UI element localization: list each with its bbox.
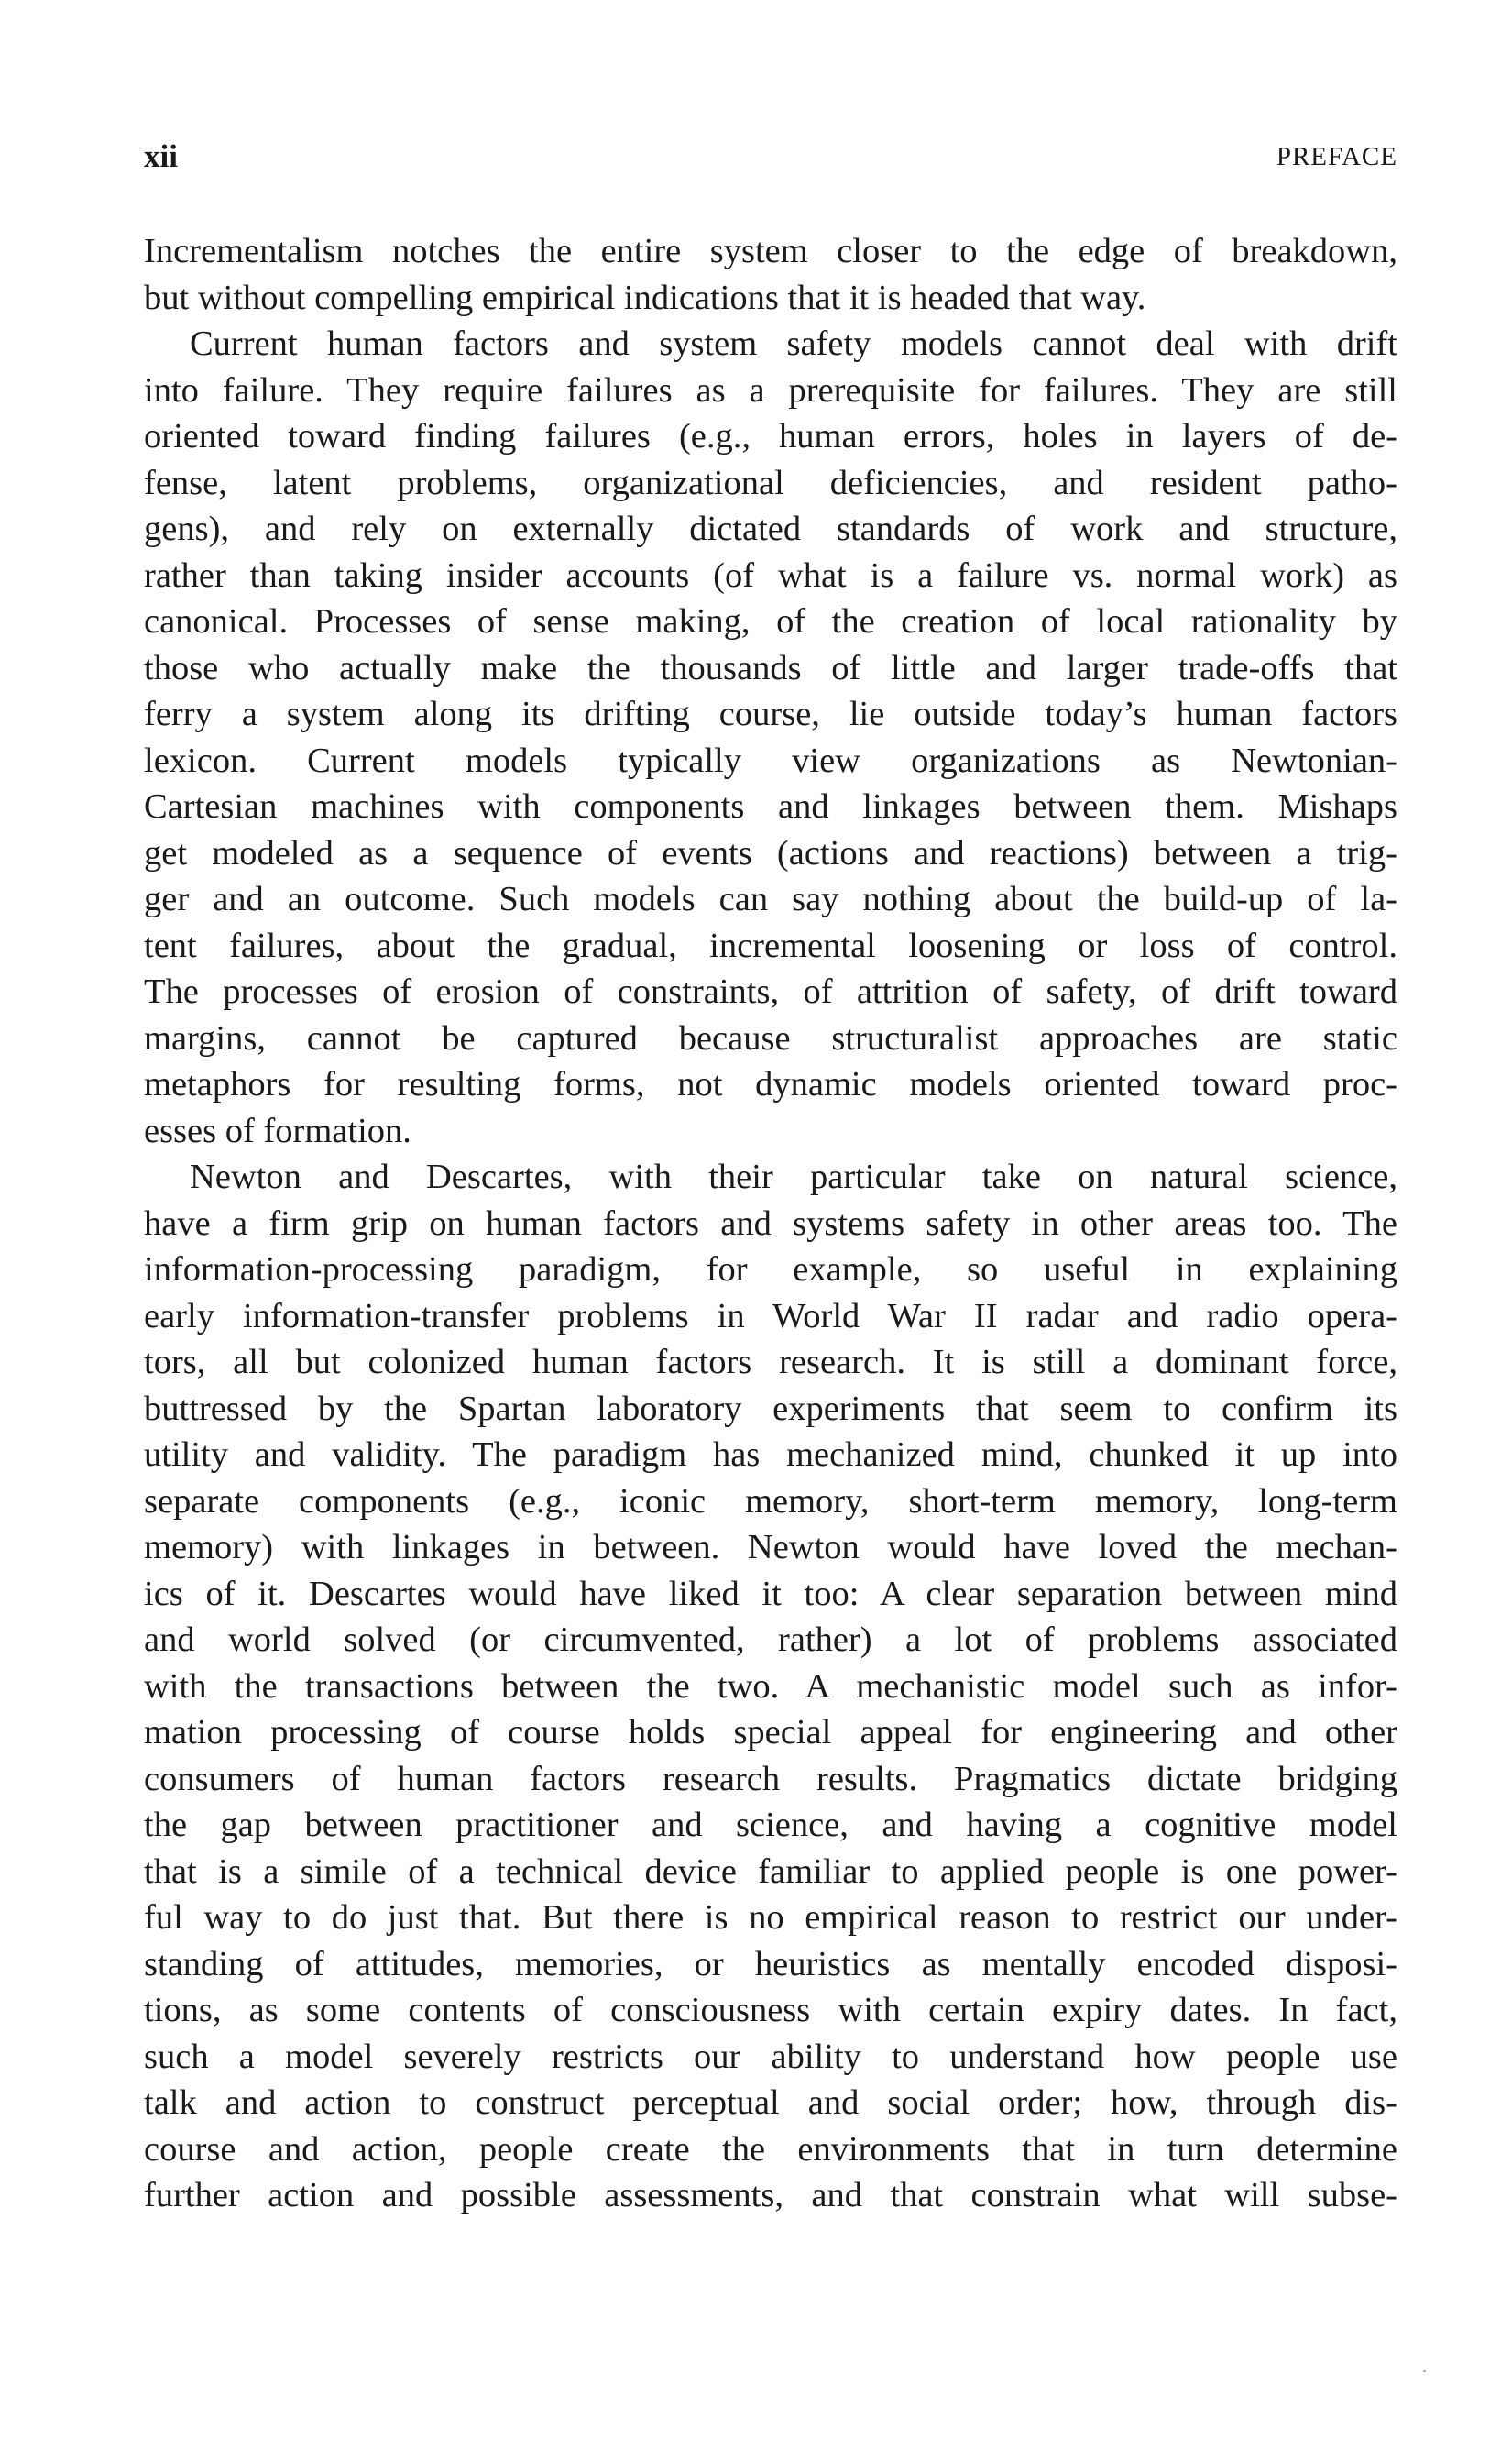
text-line: and world solved (or circumvented, rather) a lot of problems associated (144, 1621, 1397, 1659)
text-line: metaphors for resulting forms, not dynamic models oriented toward proc- (144, 1065, 1397, 1104)
text-line: such a model severely restricts our ability to understand how people use (144, 2037, 1397, 2076)
text-line: separate components (e.g., iconic memory, short-term memory, long-term (144, 1481, 1397, 1521)
text-line: with the transactions between the two. A mechanistic model such as infor- (144, 1666, 1397, 1706)
text-line: have a firm grip on human factors and systems safety in other areas too. The (144, 1203, 1397, 1243)
running-head (144, 138, 1397, 175)
text-line: talk and action to construct perceptual and social order; how, through dis- (144, 2083, 1397, 2122)
text-line: canonical. Processes of sense making, of the creation of local rationality by (144, 602, 1397, 641)
text-line: tions, as some contents of consciousness with certain expiry dates. In fact, (144, 1991, 1397, 2029)
text-line: early information-transfer problems in World War II radar and radio opera- (144, 1296, 1397, 1335)
page-number: xii (144, 138, 178, 174)
text-line: that is a simile of a technical device familiar to applied people is one power- (144, 1851, 1397, 1891)
text-line: consumers of human factors research results. Pragmatics dictate bridging (144, 1759, 1397, 1798)
text-line: information-processing paradigm, for example, so useful in explaining (144, 1250, 1397, 1289)
text-line: but without compelling empirical indications that it is headed that way. (144, 278, 1146, 317)
text-line: Current human factors and system safety models cannot deal with drift (190, 324, 1397, 363)
text-line: tors, all but colonized human factors research. It is still a dominant force, (144, 1343, 1397, 1381)
text-line: those who actually make the thousands of little and larger trade-offs that (144, 648, 1397, 687)
text-line: tent failures, about the gradual, incremental loosening or loss of control. (144, 926, 1397, 965)
text-line: gens), and rely on externally dictated standards of work and structure, (144, 510, 1397, 548)
text-line: fense, latent problems, organizational deficiencies, and resident patho- (144, 463, 1397, 502)
text-line: lexicon. Current models typically view organizations as Newtonian- (144, 741, 1397, 780)
text-line: esses of formation. (144, 1111, 411, 1150)
text-line: the gap between practitioner and science, and having a cognitive model (144, 1806, 1397, 1844)
scan-mark (1423, 2370, 1426, 2372)
text-line: oriented toward finding failures (e.g., human errors, holes in layers of de- (144, 417, 1397, 456)
text-line: ger and an outcome. Such models can say nothing about the build-up of la- (144, 880, 1397, 918)
text-line: memory) with linkages in between. Newton would have loved the mechan- (144, 1528, 1397, 1566)
text-line: mation processing of course holds special appeal for engineering and other (144, 1713, 1397, 1752)
text-line: ics of it. Descartes would have liked it too: A clear separation between mind (144, 1574, 1397, 1613)
body-text (144, 228, 1397, 2219)
text-line: buttressed by the Spartan laboratory experiments that seem to confirm its (144, 1389, 1397, 1428)
text-line: further action and possible assessments, and that constrain what will subse- (144, 2176, 1397, 2214)
text-line: Newton and Descartes, with their particular take on natural science, (190, 1158, 1397, 1196)
text-line: The processes of erosion of constraints, of attrition of safety, of drift toward (144, 972, 1397, 1011)
text-line: standing of attitudes, memories, or heuristics as mentally encoded disposi- (144, 1944, 1397, 1983)
text-line: margins, cannot be captured because structuralist approaches are static (144, 1018, 1397, 1058)
text-line: ferry a system along its drifting course, lie outside today’s human factors (144, 695, 1397, 733)
text-line: get modeled as a sequence of events (actions and reactions) between a trig- (144, 833, 1397, 873)
section-title: PREFACE (1276, 142, 1397, 171)
text-line: course and action, people create the environments that in turn determine (144, 2129, 1397, 2169)
text-line: utility and validity. The paradigm has mechanized mind, chunked it up into (144, 1435, 1397, 1474)
text-line: rather than taking insider accounts (of what is a failure vs. normal work) as (144, 555, 1397, 595)
text-line: into failure. They require failures as a prerequisite for failures. They are still (144, 370, 1397, 410)
text-line: Cartesian machines with components and linkages between them. Mishaps (144, 787, 1397, 826)
text-line: ful way to do just that. But there is no empirical reason to restrict our under- (144, 1898, 1397, 1937)
text-line: Incrementalism notches the entire system closer to the edge of breakdown, (144, 232, 1397, 270)
